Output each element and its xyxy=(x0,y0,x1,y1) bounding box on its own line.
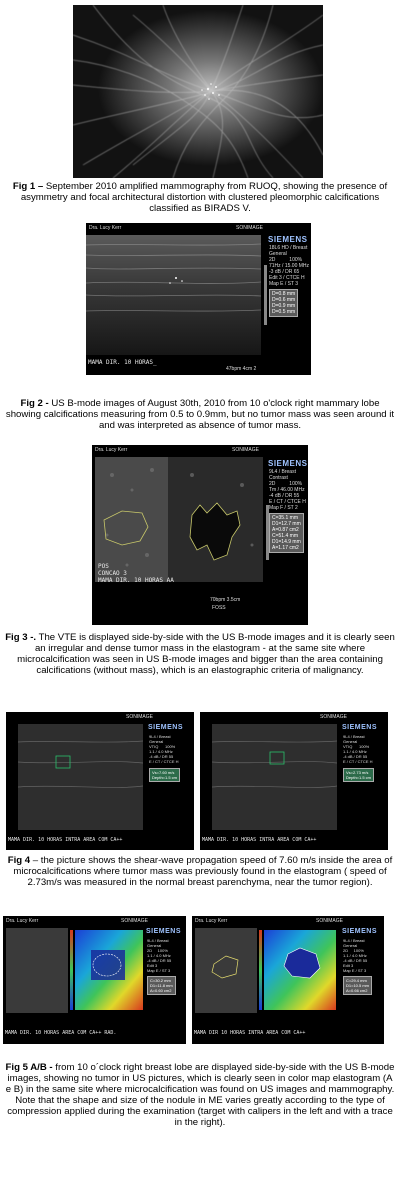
fig5-caption-label: Fig 5 A/B - xyxy=(5,1062,53,1073)
fig4-right-speed-box: Vs=2.73 m/s Depth=1.5 cm xyxy=(343,768,374,782)
fig4-right-annotation-label: MAMA DIR. 10 HORAS INTRA AREA COM CA++ xyxy=(202,837,317,843)
fig5a-doctor-name: Dra. Lucy Kerr xyxy=(6,918,39,924)
fig2-caption-label: Fig 2 - xyxy=(20,398,49,409)
fig5a-brand: SONIMAGE xyxy=(121,918,148,924)
fig4-left-settings-panel: 9L4 / Breast General VTIQ 100% 1.1 / 4.0 MHz -4 dB / DR 55 E / CT / CTCE H xyxy=(149,734,179,764)
fig4-left-vendor-logo: SIEMENS xyxy=(148,724,184,731)
fig5a-measurement-box: C=30.2 mm D1=11.8 mm A=0.60 cm2 xyxy=(147,976,176,995)
fig5-caption xyxy=(4,1062,396,1128)
fig4-left-annotation-label: MAMA DIR. 10 HORAS INTRA AREA COM CA++ xyxy=(8,837,123,843)
fig5b-doctor-name: Dra. Lucy Kerr xyxy=(195,918,228,924)
fig5b-elastogram-image xyxy=(192,916,384,1044)
fig3-brand: SONIMAGE xyxy=(232,447,259,453)
fig2-annotation-label: MAMA DIR. 10 HORAS_ xyxy=(88,359,157,366)
fig2-settings-panel: 18L6 HD / Breast General 2D 100% 71Hz / 15.00 MHz -3 dB / DR 65 Edit 3 / CTCE H Map E / ST 3 xyxy=(269,245,310,287)
fig4-caption xyxy=(4,855,396,888)
fig3-caption-text: The VTE is displayed side-by-side with the US B-mode images and it is clearly seen an irregular and dense tumor mass in the elastogram - at the same site where microcalcification was seen in US B-mode images and bigger than the area containing calcifications (without mass), which is an elastographic criteria of malignancy. xyxy=(17,632,395,676)
fig5a-annotation-label: MAMA DIR. 10 HORAS AREA COM CA++ RAD. xyxy=(5,1030,117,1036)
fig5b-vendor-logo: SIEMENS xyxy=(342,928,378,935)
fig3-doctor-name: Dra. Lucy Kerr xyxy=(95,447,128,453)
fig2-ultrasound-image xyxy=(86,223,311,375)
fig2-measurement-box: D=0.8 mm D=0.6 mm D=0.9 mm D=0.5 mm xyxy=(269,289,298,317)
fig3-annotation-label: MAMA DIR. 10 HORAS AA xyxy=(98,577,174,584)
fig3-footer-readout: 70bpm 3.5cm xyxy=(210,597,241,603)
fig4-right-settings-panel: 9L4 / Breast General VTIQ 100% 1.1 / 4.0 MHz -4 dB / DR 55 E / CT / CTCE H xyxy=(343,734,373,764)
fig2-caption xyxy=(4,398,396,431)
fig3-footer-readout-2: FOSS xyxy=(212,605,226,611)
fig4-left-shearwave-image xyxy=(6,712,194,850)
fig4-caption-label: Fig 4 xyxy=(7,855,31,866)
fig4-caption-text: – the picture shows the shear-wave propagation speed of 7.60 m/s inside the area of microcalcifications where tumor mass was previously found in the elastogram ( speed of 2.73m/s was measured in the normal breast parenchyma, near the tumor region). xyxy=(13,855,393,888)
fig3-measurement-box: C=35.1 mm D1=12.7 mm A=0.87 cm2 C=51.4 mm D1=14.9 mm A=1.17 cm2 xyxy=(269,513,304,553)
fig4-left-speed-box: Vs=7.60 m/s Depth=1.5 cm xyxy=(149,768,180,782)
fig5b-settings-panel: 9L4 / Breast General 2D 100% 1.1 / 4.0 MHz -4 dB / DR 55 Edit 3 Map E / ST 3 xyxy=(343,938,368,973)
fig1-caption-label: Fig 1 – xyxy=(12,181,44,192)
fig4-right-shearwave-image xyxy=(200,712,388,850)
fig3-compression-label: CONCAO 3 xyxy=(98,570,127,577)
fig3-pos-label: POS xyxy=(98,563,109,570)
fig5a-vendor-logo: SIEMENS xyxy=(146,928,182,935)
fig1-mammography-image xyxy=(73,5,323,178)
fig2-doctor-name: Dra. Lucy Kerr xyxy=(89,225,122,231)
fig5-caption-text: from 10 o´clock right breast lobe are displayed side-by-side with the US B-mode images, showing no tumor in US pictures, which is clearly seen in color map elastogram (A e B) in the same site where microcalcification was found on US images and mammography. Note that the shape and size of the nodule in ME varies greatly according to the type of compression applied during the examination (target with calipers in the left and with a trace in the right). xyxy=(5,1062,395,1128)
fig2-footer-readout: 47bpm 4cm 2 xyxy=(226,366,257,372)
fig3-elastography-image xyxy=(92,445,308,625)
fig3-caption-label: Fig 3 -. xyxy=(5,632,37,643)
fig5b-annotation-label: MAMA DIR 10 HORAS INTRA AREA COM CA++ xyxy=(194,1030,306,1036)
fig4-left-brand: SONIMAGE xyxy=(126,714,153,720)
fig4-right-brand: SONIMAGE xyxy=(320,714,347,720)
fig5a-settings-panel: 9L4 / Breast General 2D 100% 1.1 / 4.0 MHz -4 dB / DR 55 Edit 3 Map E / ST 3 xyxy=(147,938,172,973)
fig2-vendor-logo: SIEMENS xyxy=(268,235,308,244)
fig3-vendor-logo: SIEMENS xyxy=(268,459,308,468)
fig3-caption xyxy=(4,632,396,676)
fig5b-measurement-box: C=29.4 mm D1=10.5 mm A=0.66 cm2 xyxy=(343,976,372,995)
fig4-right-vendor-logo: SIEMENS xyxy=(342,724,378,731)
fig5b-brand: SONIMAGE xyxy=(316,918,343,924)
fig2-caption-text: US B-mode images of August 30th, 2010 from 10 o'clock right mammary lobe showing calcifications measuring from 0.5 to 0.9mm, but no tumor mass was seen around it and was interpreted as absence of tumor mass. xyxy=(5,398,395,431)
fig1-caption xyxy=(4,181,396,214)
fig5a-elastogram-image xyxy=(3,916,186,1044)
fig2-brand: SONIMAGE xyxy=(236,225,263,231)
fig1-caption-text: September 2010 amplified mammography from RUOQ, showing the presence of asymmetry and focal architectural distortion with clustered pleomorphic calcifications classified as BIRADS V. xyxy=(20,181,388,214)
mammography-texture xyxy=(73,5,323,178)
fig3-settings-panel: 9L4 / Breast Contrast 2D 100% Tm / 46.00 MHz -4 dB / DR 55 E / CT / CTCE H Map F / ST 2 xyxy=(269,469,306,511)
